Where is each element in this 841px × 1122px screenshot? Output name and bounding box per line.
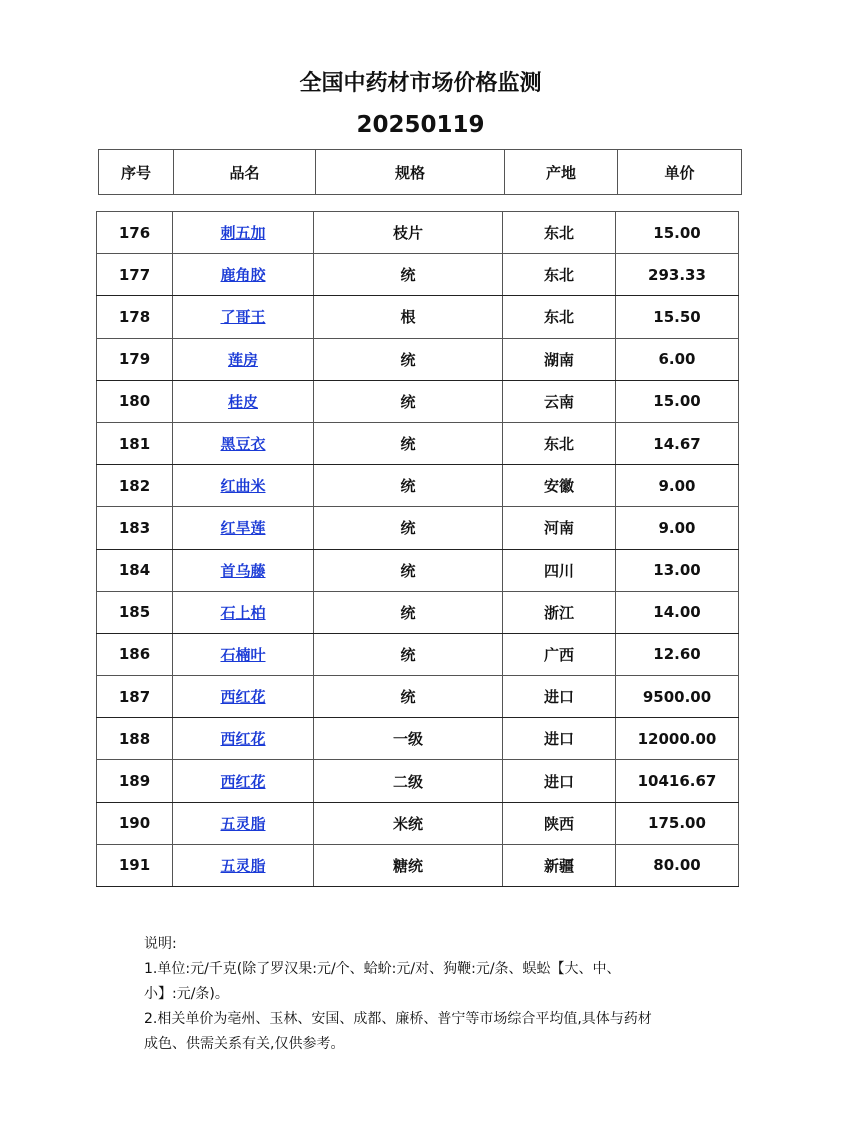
- table-row: [97, 549, 739, 591]
- cell-no: 190: [97, 802, 173, 844]
- cell-no: 182: [97, 465, 173, 507]
- cell-spec: 统: [314, 633, 503, 675]
- cell-no: 191: [97, 844, 173, 886]
- notes-line: 2.相关单价为亳州、玉林、安国、成都、廉桥、普宁等市场综合平均值,具体与药材: [144, 1011, 652, 1027]
- cell-price: 175.00: [616, 802, 739, 844]
- cell-spec: 统: [314, 676, 503, 718]
- cell-price: 9.00: [616, 507, 739, 549]
- cell-origin: 东北: [503, 212, 616, 254]
- table-row: [97, 802, 739, 844]
- cell-spec: 统: [314, 380, 503, 422]
- cell-name: [173, 549, 314, 591]
- herb-name-link[interactable]: 五灵脂: [220, 856, 266, 875]
- table-row: [97, 507, 739, 549]
- table-row: [97, 212, 739, 254]
- notes: [144, 932, 704, 1057]
- cell-price: 293.33: [616, 254, 739, 296]
- table-row: [97, 760, 739, 802]
- cell-spec: 统: [314, 422, 503, 464]
- cell-no: 186: [97, 633, 173, 675]
- cell-name: [173, 718, 314, 760]
- cell-name: [173, 760, 314, 802]
- cell-origin: 浙江: [503, 591, 616, 633]
- table-row: [97, 718, 739, 760]
- cell-no: 180: [97, 380, 173, 422]
- cell-spec: 二级: [314, 760, 503, 802]
- table-row: [97, 296, 739, 338]
- cell-name: [173, 676, 314, 718]
- col-header-no: 序号: [99, 150, 174, 195]
- cell-spec: 统: [314, 507, 503, 549]
- table-row: [97, 254, 739, 296]
- herb-name-link[interactable]: 刺五加: [220, 224, 266, 243]
- table-row: [97, 422, 739, 464]
- cell-origin: 东北: [503, 296, 616, 338]
- herb-name-link[interactable]: 首乌藤: [220, 561, 266, 580]
- cell-name: [173, 802, 314, 844]
- cell-no: 183: [97, 507, 173, 549]
- table-row: [97, 465, 739, 507]
- cell-price: 14.00: [616, 591, 739, 633]
- herb-name-link[interactable]: 了哥王: [220, 308, 266, 327]
- cell-price: 9.00: [616, 465, 739, 507]
- cell-spec: 统: [314, 591, 503, 633]
- herb-name-link[interactable]: 鹿角胶: [220, 266, 266, 285]
- table-row: [97, 844, 739, 886]
- col-header-price: 单价: [618, 150, 742, 195]
- cell-origin: 东北: [503, 254, 616, 296]
- cell-name: [173, 633, 314, 675]
- cell-origin: 四川: [503, 549, 616, 591]
- cell-no: 188: [97, 718, 173, 760]
- cell-no: 178: [97, 296, 173, 338]
- cell-name: [173, 254, 314, 296]
- page-date: 20250119: [356, 112, 485, 138]
- cell-price: 15.00: [616, 380, 739, 422]
- cell-price: 6.00: [616, 338, 739, 380]
- cell-no: 184: [97, 549, 173, 591]
- cell-name: [173, 296, 314, 338]
- cell-name: [173, 591, 314, 633]
- cell-spec: 枝片: [314, 212, 503, 254]
- table-row: [97, 338, 739, 380]
- table-row: [97, 676, 739, 718]
- herb-name-link[interactable]: 黑豆衣: [220, 435, 266, 454]
- table-row: [97, 380, 739, 422]
- col-header-name: 品名: [174, 150, 316, 195]
- cell-spec: 糖统: [314, 844, 503, 886]
- cell-name: [173, 507, 314, 549]
- herb-name-link[interactable]: 石楠叶: [220, 645, 266, 664]
- cell-no: 177: [97, 254, 173, 296]
- cell-price: 15.00: [616, 212, 739, 254]
- cell-price: 14.67: [616, 422, 739, 464]
- cell-price: 80.00: [616, 844, 739, 886]
- notes-line: 1.单位:元/千克(除了罗汉果:元/个、蛤蚧:元/对、狗鞭:元/条、蜈蚣【大、中、: [144, 961, 621, 977]
- cell-spec: 统: [314, 549, 503, 591]
- cell-origin: 安徽: [503, 465, 616, 507]
- cell-price: 10416.67: [616, 760, 739, 802]
- herb-name-link[interactable]: 红旱莲: [220, 519, 266, 538]
- cell-origin: 云南: [503, 380, 616, 422]
- cell-origin: 新疆: [503, 844, 616, 886]
- herb-name-link[interactable]: 红曲米: [220, 477, 266, 496]
- cell-origin: 进口: [503, 760, 616, 802]
- notes-line: 成色、供需关系有关,仅供参考。: [144, 1036, 345, 1052]
- herb-name-link[interactable]: 五灵脂: [220, 814, 266, 833]
- cell-name: [173, 422, 314, 464]
- cell-spec: 统: [314, 465, 503, 507]
- cell-origin: 湖南: [503, 338, 616, 380]
- cell-price: 12000.00: [616, 718, 739, 760]
- herb-name-link[interactable]: 莲房: [227, 350, 258, 369]
- header-row: [99, 150, 742, 195]
- col-header-origin: 产地: [505, 150, 618, 195]
- herb-name-link[interactable]: 西红花: [220, 772, 266, 791]
- cell-no: 185: [97, 591, 173, 633]
- cell-origin: 河南: [503, 507, 616, 549]
- cell-price: 13.00: [616, 549, 739, 591]
- cell-spec: 统: [314, 254, 503, 296]
- cell-price: 9500.00: [616, 676, 739, 718]
- cell-origin: 进口: [503, 718, 616, 760]
- cell-origin: 陕西: [503, 802, 616, 844]
- cell-no: 187: [97, 676, 173, 718]
- header-table: [98, 149, 742, 195]
- herb-name-link[interactable]: 桂皮: [227, 392, 258, 411]
- price-table: [96, 211, 739, 887]
- cell-name: [173, 844, 314, 886]
- table-row: [97, 591, 739, 633]
- cell-spec: 一级: [314, 718, 503, 760]
- cell-name: [173, 380, 314, 422]
- col-header-spec: 规格: [316, 150, 505, 195]
- cell-price: 15.50: [616, 296, 739, 338]
- notes-heading: 说明:: [144, 936, 177, 952]
- herb-name-link[interactable]: 西红花: [220, 730, 266, 749]
- cell-origin: 进口: [503, 676, 616, 718]
- cell-origin: 东北: [503, 422, 616, 464]
- cell-spec: 统: [314, 338, 503, 380]
- cell-no: 189: [97, 760, 173, 802]
- cell-name: [173, 465, 314, 507]
- cell-no: 181: [97, 422, 173, 464]
- cell-spec: 米统: [314, 802, 503, 844]
- table-row: [97, 633, 739, 675]
- cell-price: 12.60: [616, 633, 739, 675]
- cell-name: [173, 338, 314, 380]
- herb-name-link[interactable]: 石上柏: [220, 603, 266, 622]
- notes-line: 小】:元/条)。: [144, 986, 229, 1002]
- cell-no: 176: [97, 212, 173, 254]
- page-title: 全国中药材市场价格监测: [299, 71, 542, 96]
- cell-no: 179: [97, 338, 173, 380]
- herb-name-link[interactable]: 西红花: [220, 688, 266, 707]
- cell-origin: 广西: [503, 633, 616, 675]
- cell-spec: 根: [314, 296, 503, 338]
- cell-name: [173, 212, 314, 254]
